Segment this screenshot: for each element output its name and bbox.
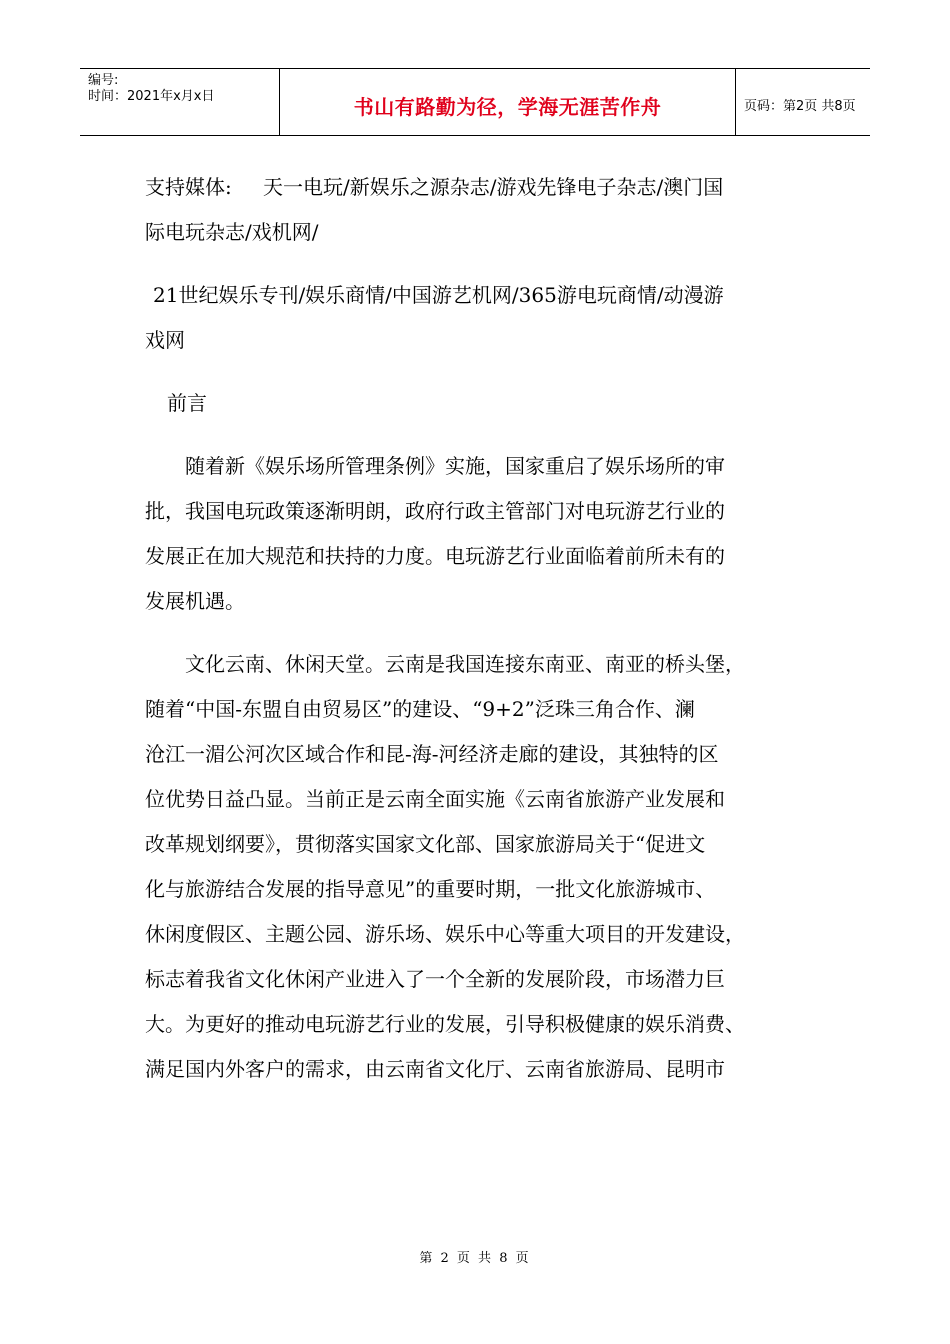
header-motto-cell (280, 69, 736, 135)
paragraph-line: 化与旅游结合发展的指导意见”的重要时期，一批文化旅游城市、 (145, 877, 716, 901)
paragraph-line: 满足国内外客户的需求，由云南省文化厅、云南省旅游局、昆明市 (145, 1057, 725, 1081)
paragraph-line: 发展正在加大规范和扶持的力度。电玩游艺行业面临着前所未有的 (145, 544, 725, 568)
paragraph-line: 随着“中国-东盟自由贸易区”的建设、“9+2”泛珠三角合作、澜 (145, 697, 695, 721)
media-list-1: 天一电玩/新娱乐之源杂志/游戏先锋电子杂志/澳门国 (263, 175, 724, 199)
media-line-1 (145, 165, 810, 210)
paragraph-2 (145, 642, 810, 1092)
paragraph-line: 位优势日益凸显。当前正是云南全面实施《云南省旅游产业发展和 (145, 787, 725, 811)
media-line-3: 21世纪娱乐专刊/娱乐商情/中国游艺机网/365游电玩商情/动漫游 (153, 283, 724, 307)
header-page-info: 页码：第2页 共8页 (744, 98, 856, 114)
paragraph-line: 大。为更好的推动电玩游艺行业的发展，引导积极健康的娱乐消费、 (145, 1012, 745, 1036)
paragraph-1 (145, 444, 810, 624)
page-header (80, 68, 870, 136)
page-footer: 第 2 页 共 8 页 (419, 1251, 531, 1266)
header-meta (80, 69, 280, 135)
paragraph-line: 批，我国电玩政策逐渐明朗，政府行政主管部门对电玩游艺行业的 (145, 499, 725, 523)
media-line-4: 戏网 (145, 328, 185, 352)
paragraph-line: 标志着我省文化休闲产业进入了一个全新的发展阶段，市场潜力巨 (145, 967, 725, 991)
document-body (145, 165, 810, 1092)
paragraph-line: 改革规划纲要》，贯彻落实国家文化部、国家旅游局关于“促进文 (145, 832, 706, 856)
section-heading: 前言 (167, 391, 207, 415)
paragraph-line: 文化云南、休闲天堂。云南是我国连接东南亚、南亚的桥头堡， (185, 652, 745, 676)
media-label: 支持媒体: (145, 175, 232, 199)
paragraph-line: 沧江一湄公河次区域合作和昆-海-河经济走廊的建设，其独特的区 (145, 742, 719, 766)
media-line-2: 际电玩杂志/戏机网/ (145, 220, 319, 244)
paragraph-line: 休闲度假区、主题公园、游乐场、娱乐中心等重大项目的开发建设， (145, 922, 745, 946)
document-number-label: 编号: (88, 73, 119, 88)
header-motto: 书山有路勤为径，学海无涯苦作舟 (353, 94, 662, 119)
paragraph-line: 发展机遇。 (145, 589, 245, 613)
document-time-label: 时间：2021年x月x日 (88, 89, 215, 104)
paragraph-line: 随着新《娱乐场所管理条例》实施，国家重启了娱乐场所的审 (185, 454, 725, 478)
